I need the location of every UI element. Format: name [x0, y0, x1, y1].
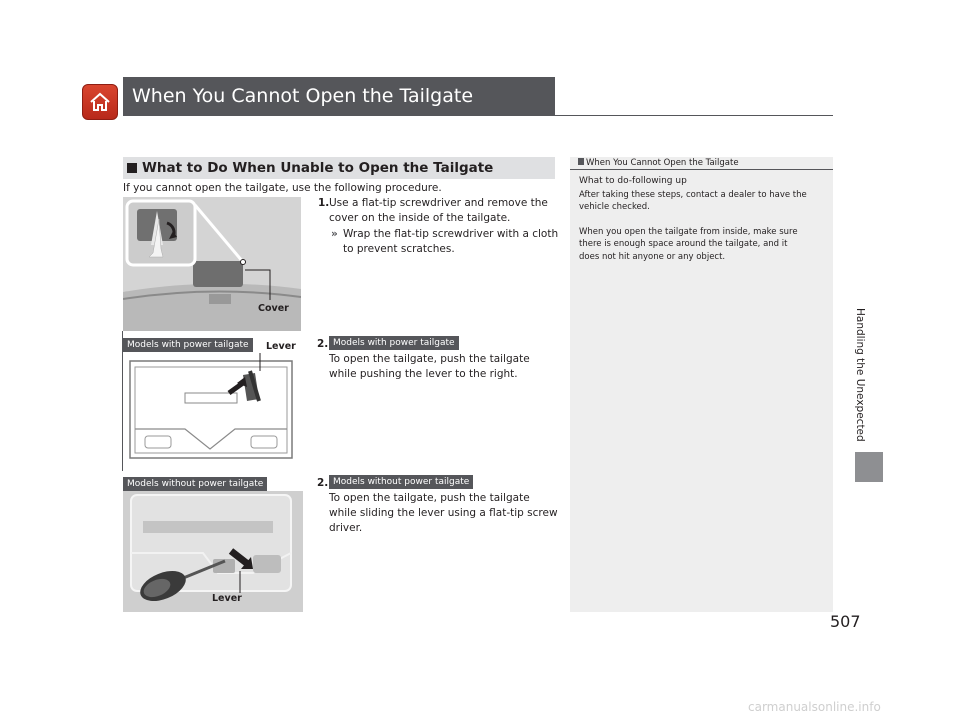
page-number: 507	[830, 612, 861, 631]
sidebar-p1-line1: After taking these steps, contact a dealer to have the	[579, 189, 807, 200]
sidebar-paragraph-1	[579, 189, 827, 214]
image-label-power: Models with power tailgate	[123, 338, 253, 352]
chapter-tab[interactable]: Handling the Unexpected	[854, 308, 866, 442]
step2b-badge: Models without power tailgate	[329, 475, 473, 489]
step2b-line2: while sliding the lever using a flat-tip screw	[329, 507, 558, 519]
power-tailgate-lever-illustration	[125, 353, 300, 468]
left-divider	[122, 331, 123, 471]
page-title: When You Cannot Open the Tailgate	[123, 77, 555, 116]
step2b-line1: To open the tailgate, push the tailgate	[329, 492, 530, 504]
home-icon	[88, 90, 112, 114]
step2b-line3: driver.	[329, 522, 363, 534]
sidebar-paragraph-2	[579, 226, 827, 264]
step2a-badge: Models with power tailgate	[329, 336, 459, 350]
title-rule	[123, 115, 833, 116]
step2a-line2: while pushing the lever to the right.	[329, 368, 518, 380]
sidebar-body	[579, 175, 827, 275]
intro-text: If you cannot open the tailgate, use the following procedure.	[123, 182, 442, 194]
lever-callout-power: Lever	[266, 341, 296, 352]
image-label-no-power: Models without power tailgate	[123, 477, 267, 491]
step1-line1: Use a flat-tip screwdriver and remove the	[329, 197, 548, 209]
reference-icon	[578, 158, 584, 165]
step2a-number: 2.	[317, 338, 329, 350]
step1-line2: cover on the inside of the tailgate.	[329, 212, 511, 224]
sidebar-p1-line2: vehicle checked.	[579, 202, 650, 212]
cover-callout: Cover	[258, 303, 289, 314]
step2b-number: 2.	[317, 477, 329, 489]
sidebar-p2-line3: does not hit anyone or any object.	[579, 251, 726, 262]
section-heading-text: What to Do When Unable to Open the Tailgate	[142, 160, 494, 176]
lever-callout-manual: Lever	[212, 593, 242, 604]
sidebar-p2-line1: When you open the tailgate from inside, make sure	[579, 226, 798, 237]
home-button[interactable]	[82, 84, 118, 120]
step2a-photo	[125, 353, 300, 468]
step1-sub-line1: Wrap the flat-tip screwdriver with a cloth	[343, 228, 559, 240]
step1-number: 1.	[318, 197, 330, 209]
step1-sub-arrow: »	[331, 228, 338, 240]
step2a-line1: To open the tailgate, push the tailgate	[329, 353, 530, 365]
sidebar-header	[570, 157, 833, 170]
section-heading	[123, 157, 555, 179]
sidebar-subheading: What to do-following up	[579, 176, 687, 186]
square-bullet-icon	[127, 163, 137, 173]
chapter-tab-marker	[855, 452, 883, 482]
watermark: carmanualsonline.info	[748, 700, 881, 714]
sidebar-p2-line2: there is enough space around the tailgate, and it	[579, 239, 788, 249]
step1-sub-line2: to prevent scratches.	[343, 243, 455, 255]
step1-sub	[331, 227, 338, 242]
sidebar-header-text: When You Cannot Open the Tailgate	[586, 158, 739, 168]
